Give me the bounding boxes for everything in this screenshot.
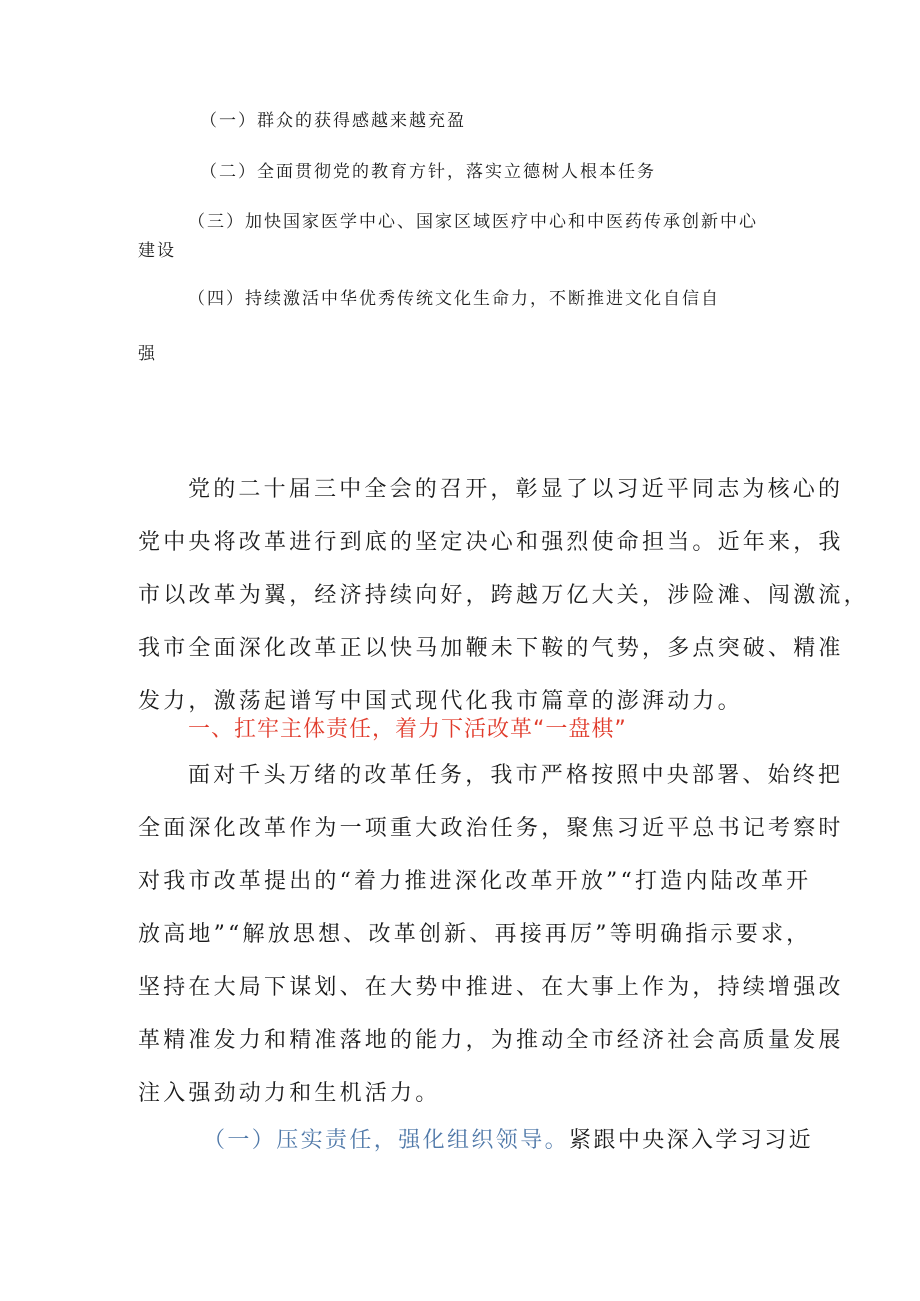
toc-item-1 bbox=[138, 106, 798, 131]
paragraph-line: 放高地”“解放思想、改革创新、再接再厉”等明确指示要求， bbox=[138, 922, 812, 947]
paragraph-line: 对我市改革提出的“着力推进深化改革开放”“打造内陆改革开 bbox=[138, 869, 812, 894]
section-heading: 一、扛牢主体责任，着力下活改革“一盘棋” bbox=[188, 717, 627, 742]
paragraph-line: 市以改革为翼，经济持续向好，跨越万亿大关，涉险滩、闯激流， bbox=[138, 583, 869, 608]
toc-item-text: （二）全面贯彻党的教育方针，落实立德树人根本任务 bbox=[200, 162, 656, 182]
paragraph-line: 我市全面深化改革正以快马加鞭未下鞍的气势，多点突破、精准 bbox=[138, 636, 844, 661]
paragraph-line: 革精准发力和精准落地的能力，为推动全市经济社会高质量发展 bbox=[138, 1028, 844, 1053]
toc-item-text-continued: 建设 bbox=[138, 241, 176, 261]
toc-item-text-continued: 强 bbox=[138, 344, 157, 364]
paragraph-line: 注入强劲动力和生机活力。 bbox=[138, 1081, 441, 1106]
subsection-text: 紧跟中央深入学习习近 bbox=[569, 1128, 814, 1153]
toc-item-2 bbox=[138, 157, 798, 182]
toc-item-text: （一）群众的获得感越来越充盈 bbox=[200, 111, 466, 131]
toc-item-text: （三）加快国家医学中心、国家区域医疗中心和中医药传承创新中心 bbox=[188, 212, 758, 232]
subsection-title: （一）压实责任，强化组织领导。 bbox=[203, 1128, 570, 1153]
toc-item-text: （四）持续激活中华优秀传统文化生命力，不断推进文化自信自 bbox=[188, 289, 720, 309]
paragraph-line: 发力，激荡起谱写中国式现代化我市篇章的澎湃动力。 bbox=[138, 689, 743, 714]
toc-item-4 bbox=[138, 284, 798, 364]
paragraph-line: 党的二十届三中全会的召开，彰显了以习近平同志为核心的 bbox=[188, 477, 844, 502]
toc-item-3 bbox=[138, 207, 798, 261]
paragraph-line: 全面深化改革作为一项重大政治任务，聚焦习近平总书记考察时 bbox=[138, 816, 844, 841]
paragraph-line: 党中央将改革进行到底的坚定决心和强烈使命担当。近年来，我 bbox=[138, 530, 844, 555]
paragraph-line bbox=[138, 1114, 814, 1167]
paragraph-line: 面对千头万绪的改革任务，我市严格按照中央部署、始终把 bbox=[188, 763, 844, 788]
paragraph-line: 坚持在大局下谋划、在大势中推进、在大事上作为，持续增强改 bbox=[138, 975, 844, 1000]
